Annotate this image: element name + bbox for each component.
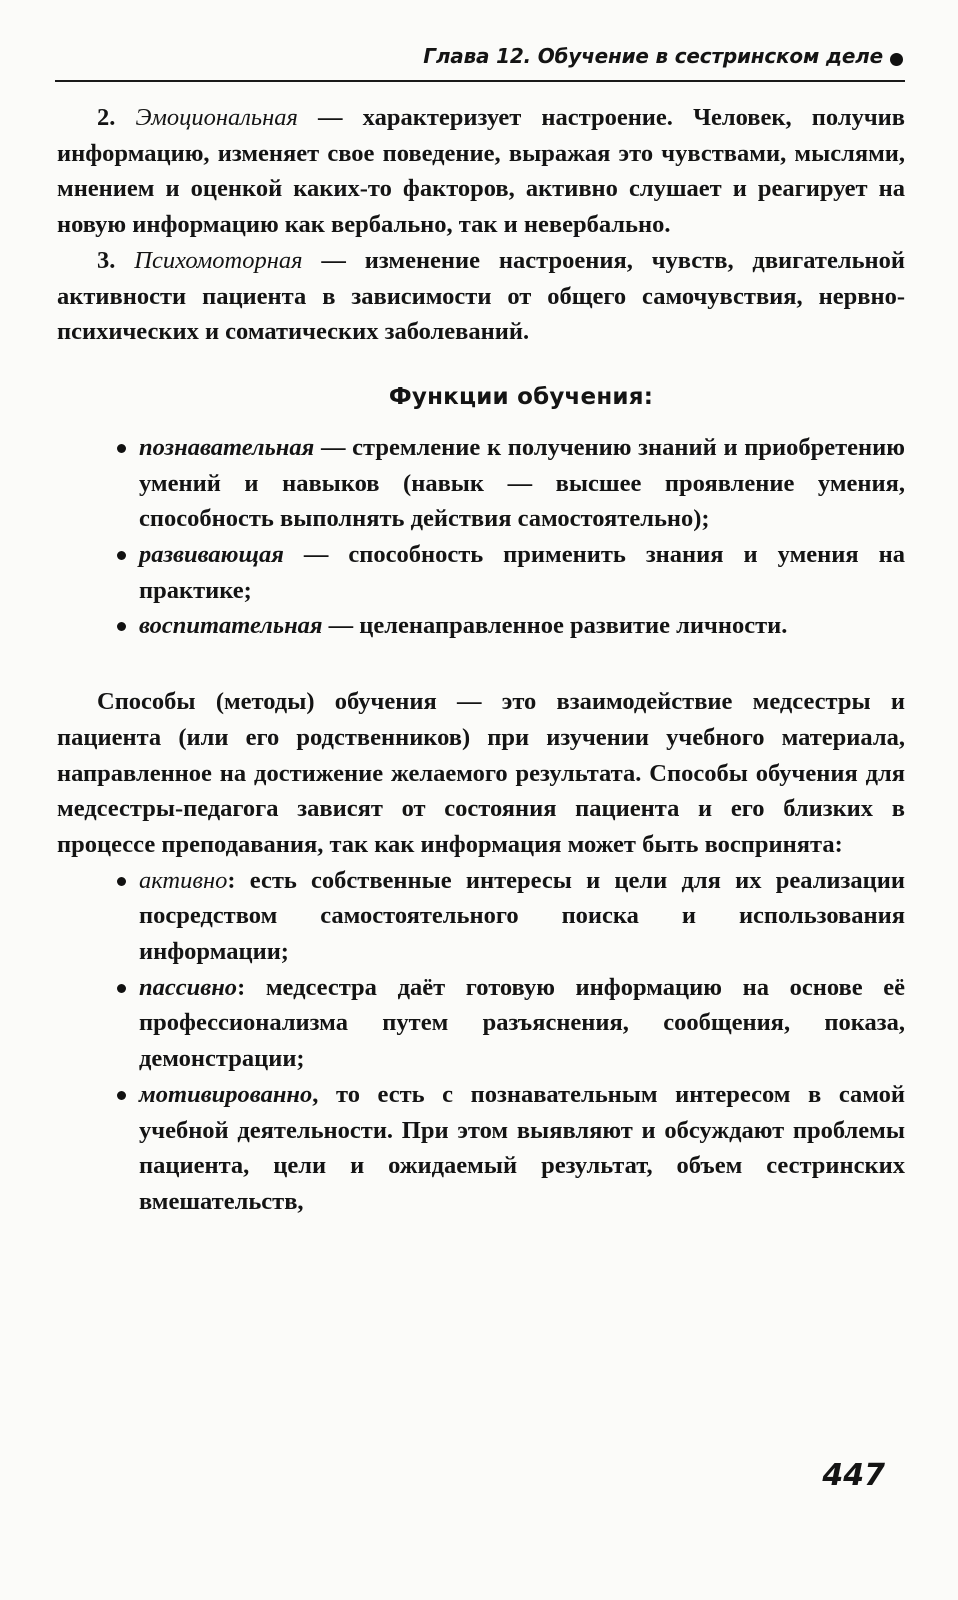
- methods-lead-term: Способы (методы) обучения: [97, 688, 437, 716]
- term-emotional: Эмоциональная: [135, 104, 298, 131]
- list-item-text: — целенаправленное развитие личности.: [322, 612, 788, 640]
- page-body: [57, 100, 905, 1220]
- paragraph-text: — это взаимодействие медсестры и пациента (или его родственников) при изучении учебного материала, направленное на достижение желаемого результата. Способы обучения для медсестры-педагога зависят от состояния пациента и его близких в процессе преподавания, так как информация может быть воспринята:: [57, 688, 905, 858]
- list-item: [117, 863, 905, 970]
- paragraph-text: — характеризует настроение. Человек, получив информацию, изменяет свое поведение, выражая это чувствами, мыслями, мнением и оценкой каких-то факторов, активно слушает и реагирует на новую информацию как вербально, так и невербально.: [57, 104, 905, 239]
- section-heading: Функции обучения:: [388, 383, 654, 410]
- list-item: [117, 970, 905, 1077]
- list-item-text: : есть собственные интересы и цели для их реализации посредством самостоятельного поиска и использования информации;: [139, 866, 905, 966]
- item-number: 3.: [97, 246, 135, 274]
- list-item: [117, 1077, 905, 1220]
- list-item-term: активно: [139, 866, 228, 894]
- paragraph-methods: [57, 684, 905, 863]
- term-psychomotor: Психомоторная: [134, 246, 303, 274]
- methods-list: [57, 863, 905, 1220]
- bullet-dot-icon: [890, 53, 903, 66]
- paragraph-text: — изменение настроения, чувств, двигательной активности пациента в зависимости от общего самочувствия, нервно-психических и соматических заболеваний.: [57, 246, 906, 346]
- list-item-text: — стремление к получению знаний и приобретению умений и навыков (навык — высшее проявление умения, способность выполнять действия самостоятельно);: [139, 433, 905, 533]
- paragraph-emotional: [57, 100, 905, 243]
- list-item-term: пассивно: [139, 973, 238, 1001]
- list-item-text: : медсестра даёт готовую информацию на основе её профессионализма путем разъяснения, сообщения, показа, демонстрации;: [139, 973, 905, 1073]
- list-item: [117, 537, 905, 608]
- chapter-title: Глава 12. Обучение в сестринском деле: [423, 44, 883, 68]
- list-item-term: познавательная: [139, 433, 315, 461]
- list-item-term: воспитательная: [139, 612, 323, 640]
- list-item: [117, 608, 905, 644]
- running-header: [55, 40, 905, 82]
- list-item-term: мотивированно: [139, 1080, 313, 1108]
- list-item-text: , то есть с познавательным интересом в самой учебной деятельности. При этом выявляют и обсуждают проблемы пациента, цели и ожидаемый результат, объем сестринских вмешательств,: [139, 1080, 905, 1215]
- page-number: 447: [822, 1458, 885, 1493]
- list-item-text: — способность применить знания и умения на практике;: [139, 541, 905, 604]
- functions-list: [57, 430, 905, 644]
- list-item-term: развивающая: [139, 541, 284, 569]
- item-number: 2.: [97, 104, 136, 131]
- paragraph-psychomotor: [57, 243, 905, 350]
- list-item: [117, 430, 905, 537]
